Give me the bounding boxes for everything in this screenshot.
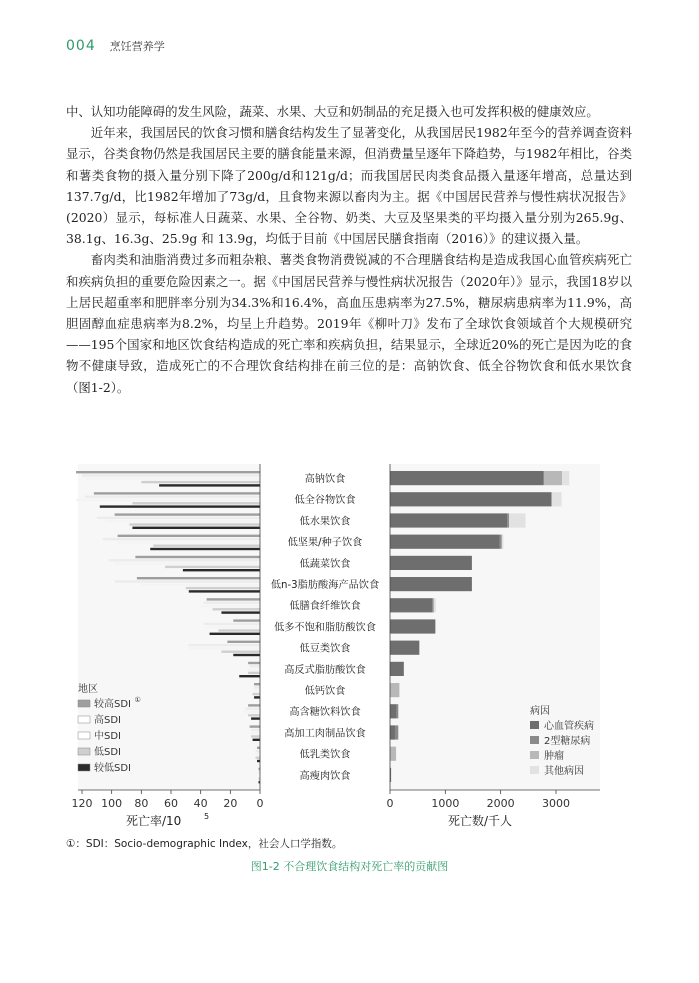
legend-swatch (78, 716, 90, 723)
page-number: 004 (66, 38, 96, 54)
mortality-bar (118, 541, 260, 543)
mortality-bar (257, 760, 260, 762)
legend-swatch (78, 732, 90, 739)
mortality-bar (129, 523, 260, 525)
mortality-bar (132, 527, 260, 529)
mortality-bar (150, 548, 260, 550)
category-label: 低钙饮食 (304, 686, 346, 697)
legend-label: 肿瘤 (544, 751, 564, 762)
death-count-bar (390, 747, 396, 761)
mortality-bar (76, 499, 260, 501)
mortality-bar (153, 545, 260, 547)
mortality-bar (165, 566, 260, 568)
right-tick-label: 1000 (431, 797, 460, 810)
mortality-rate-chart (72, 464, 264, 828)
right-legend-title: 病因 (530, 706, 550, 717)
legend-label: 其他病因 (544, 766, 584, 777)
left-tick-label: 20 (223, 797, 238, 810)
death-count-bar (395, 725, 398, 739)
legend-label: 中SDI (94, 731, 121, 742)
category-label: 低膳食纤维饮食 (289, 601, 361, 613)
death-count-bar (507, 513, 509, 527)
left-axis-label-sup: 5 (204, 812, 210, 821)
category-label: 低多不饱和脂肪酸饮食 (274, 622, 376, 634)
mortality-bar (253, 693, 260, 695)
mortality-bar (251, 735, 260, 737)
paragraph: 畜肉类和油脂消费过多而粗杂粮、薯类食物消费锐减的不合理膳食结构是造成我国心血管疾病死亡和疾病负担的重要危险因素之一。据《中国居民营养与慢性病状况报告（2020年）》显示，我国18岁以上居民超重率和肥胖率分别为34.3%和16.4%，高血压患病率为27.5%，糖尿病患病率为11.9%，高胆固醇血症患病率为8.2%，均呈上升趋势。2019年《柳叶刀》发布了全球饮食领域首个大规模研究——195个国家和地区饮食结构造成的死亡率和疾病负担，结果显示，全球近20%的死亡是因为吃的食物不健康导致，造成死亡的不合理饮食结构排在前三位的是：高钠饮食、低全谷物饮食和低水果饮食（图1-2）。 (66, 252, 632, 395)
left-tick-label: 0 (256, 797, 264, 810)
mortality-bar (85, 478, 260, 480)
mortality-bar (141, 481, 260, 483)
mortality-bar (254, 683, 260, 685)
mortality-bar (94, 492, 260, 494)
mortality-bar (253, 739, 260, 741)
death-count-bar (500, 535, 502, 549)
mortality-bar (118, 535, 260, 537)
figure-chart (66, 462, 606, 834)
right-tick-label: 2000 (486, 797, 515, 810)
death-count-bar (390, 641, 419, 655)
category-label: 低蔬菜饮食 (299, 558, 351, 570)
mortality-bar (254, 686, 260, 688)
left-tick-label: 60 (164, 797, 178, 810)
mortality-bar (256, 757, 260, 759)
mortality-bar (103, 538, 260, 540)
mortality-bar (248, 704, 260, 706)
legend-label: 较高SDI (94, 699, 131, 710)
mortality-bar (213, 608, 260, 610)
right-tick-label: 0 (386, 797, 394, 810)
mortality-bar (137, 577, 260, 579)
mortality-bar (218, 629, 260, 631)
mortality-bar (256, 753, 260, 755)
category-label: 高反式脂肪酸饮食 (284, 664, 366, 676)
death-count-bar (390, 683, 399, 697)
category-label: 低n-3脂肪酸海产品饮食 (270, 580, 380, 591)
death-count-chart (387, 464, 601, 828)
category-label: 高钠饮食 (304, 474, 346, 485)
mortality-bar (233, 619, 260, 621)
mortality-bar (248, 672, 260, 674)
death-count-bar (390, 513, 507, 527)
death-count-bar (434, 598, 436, 612)
death-count-bar (397, 704, 399, 718)
mortality-bar (257, 747, 260, 749)
mortality-bar (186, 587, 260, 589)
category-labels (271, 472, 379, 782)
mortality-bar (247, 668, 260, 670)
death-count-bar (432, 598, 434, 612)
legend-swatch (530, 736, 539, 744)
right-axis-label: 死亡数/千人 (448, 814, 513, 828)
mortality-bar (115, 580, 260, 582)
category-label: 低豆类饮食 (299, 643, 351, 655)
death-count-bar (390, 577, 472, 591)
legend-swatch (78, 764, 90, 771)
category-label: 低坚果/种子饮食 (287, 537, 363, 549)
mortality-bar (207, 598, 260, 600)
mortality-bar (254, 690, 260, 692)
mortality-bar (250, 665, 260, 667)
death-count-bar (390, 598, 432, 612)
mortality-bar (245, 708, 260, 710)
legend-label: 较低SDI (94, 763, 131, 774)
legend-swatch (78, 700, 90, 707)
left-legend-title: 地区 (78, 684, 98, 695)
mortality-bar (248, 714, 260, 716)
mortality-bar (115, 513, 260, 515)
mortality-bar (115, 562, 260, 564)
mortality-bar (109, 559, 260, 561)
left-tick-label: 40 (193, 797, 208, 810)
mortality-bar (251, 717, 260, 719)
legend-label: 低SDI (94, 747, 121, 758)
mortality-bar (254, 696, 260, 698)
mortality-bar (221, 611, 260, 613)
mortality-bar (189, 647, 260, 649)
running-title: 烹饪营养学 (109, 40, 165, 53)
legend-swatch (530, 721, 539, 729)
right-tick-label: 3000 (542, 797, 570, 810)
mortality-bar (239, 675, 260, 677)
category-label: 高加工肉制品饮食 (284, 728, 366, 740)
mortality-bar (201, 605, 260, 607)
mortality-bar (189, 590, 260, 592)
mortality-bar (159, 484, 260, 486)
mortality-bar (183, 569, 260, 571)
death-count-bar (390, 662, 404, 676)
death-count-bar (390, 725, 395, 739)
mortality-bar (85, 496, 260, 498)
legend-label: 心血管疾病 (544, 721, 594, 732)
left-tick-label: 120 (71, 797, 93, 810)
legend-label-sup: ① (134, 696, 141, 704)
mortality-bar (210, 633, 260, 635)
legend-label: 2型糖尿病 (544, 736, 591, 747)
category-label: 低水果饮食 (299, 516, 351, 528)
death-count-bar (544, 471, 562, 485)
death-count-bar (390, 535, 500, 549)
mortality-bar (204, 602, 260, 604)
mortality-bar (256, 750, 260, 752)
mortality-bar (132, 502, 260, 504)
left-tick-label: 80 (134, 797, 149, 810)
death-count-bar (390, 471, 544, 485)
death-count-bar (509, 513, 526, 527)
death-count-bar (390, 492, 552, 506)
mortality-bar (244, 711, 260, 713)
mortality-bar (251, 729, 260, 731)
mortality-bar (251, 732, 260, 734)
death-count-bar (390, 704, 397, 718)
mortality-bar (82, 474, 260, 476)
left-axis-label: 死亡率/10 (126, 814, 182, 828)
death-count-bar (390, 619, 435, 633)
legend-swatch (530, 766, 539, 774)
mortality-bar (97, 517, 260, 519)
mortality-bar (221, 651, 260, 653)
left-tick-label: 100 (101, 797, 123, 810)
death-count-bar (562, 471, 569, 485)
mortality-bar (189, 644, 260, 646)
mortality-bar (100, 505, 260, 507)
page-header (66, 38, 165, 54)
mortality-bar (248, 662, 260, 664)
paragraph: 中、认知功能障碍的发生风险，蔬菜、水果、大豆和奶制品的充足摄入也可发挥积极的健康效应。 (66, 104, 599, 119)
mortality-bar (204, 623, 260, 625)
mortality-bar (76, 471, 260, 473)
category-label: 低全谷物饮食 (294, 495, 356, 507)
death-count-bar (390, 556, 472, 570)
death-count-bar (502, 535, 504, 549)
legend-swatch (78, 748, 90, 755)
figure-footnote: ①：SDI：Socio-demographic Index，社会人口学指数。 (66, 838, 343, 850)
legend-label: 高SDI (94, 715, 121, 726)
mortality-bar (227, 641, 260, 643)
body-text (66, 101, 632, 398)
paragraph: 近年来，我国居民的饮食习惯和膳食结构发生了显著变化，从我国居民1982年至今的营养调查资料显示，谷类食物仍然是我国居民主要的膳食能量来源，但消费量呈逐年下降趋势，与1982年相比，谷类和薯类食物的摄入量分别下降了200g/d和121g/d；而我国居民肉类食品摄入量逐年增高，总量达到137.7g/d，比1982年增加了73g/d，且食物来源以畜肉为主。据《中国居民营养与慢性病状况报告》(2020）显示，每标准人日蔬菜、水果、全谷物、奶类、大豆及坚果类的平均摄入量分别为265.9g、38.1g、16.3g、25.9g 和 13.9g，均低于目前《中国居民膳食指南（2016）》的建议摄入量。 (66, 125, 632, 247)
mortality-bar (141, 584, 260, 586)
category-label: 高瘦肉饮食 (299, 770, 351, 782)
legend-swatch (530, 751, 539, 759)
mortality-bar (106, 520, 260, 522)
death-count-bar (552, 492, 562, 506)
mortality-bar (207, 626, 260, 628)
mortality-bar (250, 725, 260, 727)
category-label: 高含糖饮料饮食 (289, 707, 361, 719)
mortality-bar (135, 556, 260, 558)
category-label: 低乳类饮食 (299, 749, 351, 761)
mortality-bar (233, 654, 260, 656)
figure-caption: 图1-2 不合理饮食结构对死亡率的贡献图 (250, 860, 449, 873)
